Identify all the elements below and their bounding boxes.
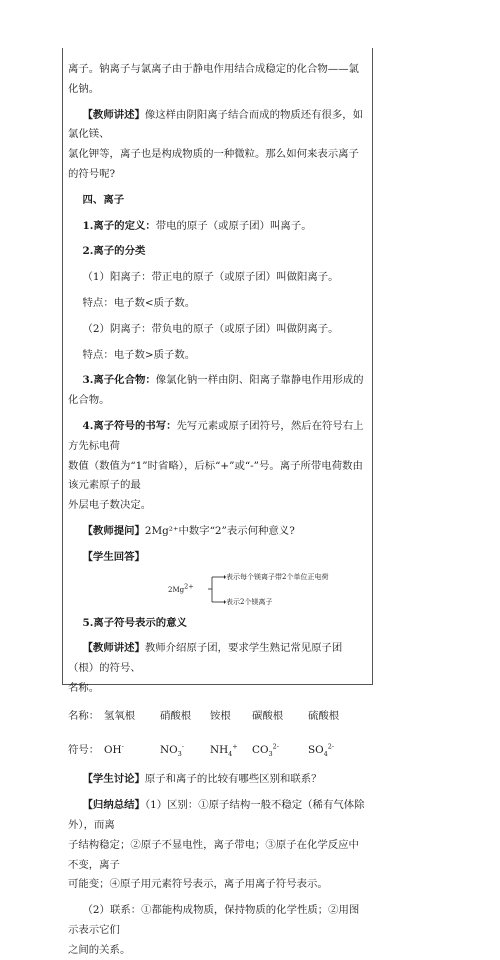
paragraph-nacl: 离子。钠离子与氯离子由于静电作用结合成稳定的化合物——氯化钠。 [68,63,359,95]
lesson-content [68,60,368,960]
ion-symbol-meaning-heading: 5.离子符号表示的意义 [82,616,187,629]
radical-name: 硫酸根 [308,709,340,722]
ion-definition: 1.离子的定义：带电的原子（或原子团）叫离子。 [82,219,312,232]
mg-ion-meaning-diagram [168,570,368,610]
radical-symbol: $NH_4^+$ [210,742,238,758]
radical-symbol: OH- [104,742,124,756]
section-heading-ion: 四、离子 [82,193,125,206]
diagram-formula: $2Mg^{2+}$ [168,582,194,594]
diagram-meaning-charge: 表示每个镁离子带2个单位正电荷 [226,572,329,581]
radical-name-label: 名称： [68,709,100,722]
anion-definition: （2）阴离子：带负电的原子（或原子团）叫做阴离子。 [82,322,339,335]
teacher-question: 【教师提问】2Mg²⁺中数字“2”表示何种意义? [82,524,295,537]
table-border-left [62,48,63,684]
radical-symbols-row [68,741,368,761]
ion-classification-heading: 2.离子的分类 [82,245,146,258]
teacher-radical-explain-cont: 名称。 [68,681,100,694]
cation-definition: （1）阳离子：带正电的原子（或原子团）叫做阳离子。 [82,271,339,284]
ion-symbol-writing-end: 外层电子数决定。 [68,499,152,512]
radical-name: 氢氧根 [104,709,136,722]
radical-names-row [68,707,368,727]
radical-symbol: $SO_4^{2-}$ [308,742,335,758]
radical-name: 硝酸根 [160,709,192,722]
paragraph-teacher-explain: 【教师讲述】像这样由阴阳离子结合而成的物质还有很多，如氯化镁、 [68,108,364,141]
table-border-right [372,48,373,684]
summary-difference-end: 可能变；④原子用元素符号表示，离子用离子符号表示。 [68,878,328,891]
radical-symbol: $CO_3^{2-}$ [252,742,279,758]
radical-name: 碳酸根 [252,709,284,722]
summary-difference-cont: 子结构稳定；②原子不显电性，离子带电；③原子在化学反应中不变，离子 [68,838,359,871]
anion-feature: 特点：电子数>质子数。 [82,348,196,361]
ionic-compound: 3.离子化合物：像氯化钠一样由阴、阳离子靠静电作用形成的化合物。 [68,374,364,407]
radical-symbol: $NO_3^-$ [160,742,184,758]
radical-name: 铵根 [210,709,231,722]
diagram-meaning-count: 表示2个镁离子 [226,597,273,606]
radical-symbol-label: 符号： [68,743,100,756]
student-discussion: 【学生讨论】原子和离子的比较有哪些区别和联系？ [82,773,322,786]
teacher-radical-explain: 【教师讲述】教师介绍原子团，要求学生熟记常见原子团（根）的符号、 [68,642,343,675]
paragraph-teacher-explain-cont: 氯化钾等，离子也是构成物质的一种微粒。那么如何来表示离子的符号呢? [68,148,359,180]
student-answer-tag: 【学生回答】 [82,550,145,563]
cation-feature: 特点：电子数<质子数。 [82,296,196,309]
ion-symbol-writing: 4.离子符号的书写：先写元素或原子团符号，然后在符号右上方先标电荷 [68,419,364,452]
summary-difference: 【归纳总结】（1）区别：①原子结构一般不稳定（稀有气体除外），而离 [68,799,365,831]
summary-relation: （2）联系：①都能构成物质，保持物质的化学性质；②用图示表示它们 [68,904,360,936]
summary-relation-cont: 之间的关系。 [68,943,131,956]
teacher-explain-tag: 【教师讲述】 [82,108,145,121]
ion-symbol-writing-cont: 数值（数值为“1”时省略），后标“+”或“-”号。离子所带电荷数由该元素原子的最 [68,459,363,492]
